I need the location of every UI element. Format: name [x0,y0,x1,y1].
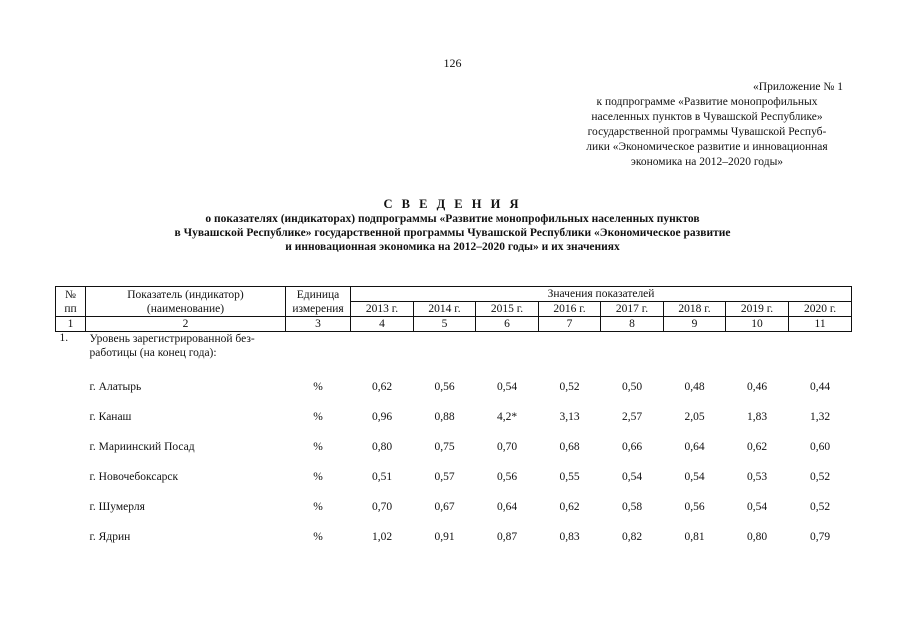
value-cell: 0,64 [684,441,705,453]
municipality-name: г. Шумерля [89,501,145,513]
value-cell: 0,52 [809,471,831,483]
table-row [56,372,852,402]
heading-title: С В Е Д Е Н И Я [383,197,522,211]
value-cell: 0,58 [621,501,643,513]
row-number-cell [56,432,86,462]
document-heading [0,196,905,254]
value-cell: 0,79 [809,531,831,543]
header-year: 2015 г. [476,302,539,317]
appendix-line: лики «Экономическое развитие и инновационная [586,141,828,153]
value-cell: 0,54 [684,471,705,483]
table-row [56,492,852,522]
value-cell: 0,53 [746,471,768,483]
header-year: 2016 г. [539,302,601,317]
value-cell: 0,80 [746,531,768,543]
column-number-row [56,317,852,332]
column-number: 4 [351,317,414,332]
value-cell: 0,57 [434,471,455,483]
table-row [56,462,852,492]
appendix-line: населенных пунктов в Чувашской Республике» [591,111,823,123]
value-cell: 0,64 [496,501,518,513]
header-number-line1: № [65,288,76,301]
value-cell: 0,52 [809,501,831,513]
row-number-cell [56,492,86,522]
section-number: 1. [59,332,69,344]
heading-subtitle-line: и инновационная экономика на 2012–2020 годы» и их значениях [285,241,620,253]
section-name-line2: работицы (на конец года): [89,347,217,359]
value-cell: 0,56 [496,471,518,483]
unit-cell: % [313,531,323,543]
section-name [86,332,286,373]
value-cell: 0,54 [621,471,643,483]
row-number-cell [56,372,86,402]
value-cell: 0,54 [496,381,518,393]
indicators-table [55,286,852,552]
value-cell: 0,62 [559,501,580,513]
value-cell: 0,54 [746,501,768,513]
value-cell: 3,13 [559,411,580,423]
value-cell: 0,81 [684,531,705,543]
header-year: 2017 г. [601,302,664,317]
column-number: 7 [539,317,601,332]
value-cell: 2,05 [684,411,705,423]
section-name-line1: Уровень зарегистрированной без- [89,333,255,345]
column-number: 10 [726,317,789,332]
value-cell: 0,67 [434,501,455,513]
value-cell: 0,75 [434,441,455,453]
value-cell: 0,80 [371,441,393,453]
appendix-line: экономика на 2012–2020 годы» [630,156,784,168]
header-year: 2019 г. [726,302,789,317]
section-empty [286,332,852,373]
header-number [56,287,86,317]
value-cell: 0,87 [496,531,518,543]
appendix-title: «Приложение № 1 [753,81,843,93]
header-indicator [86,287,286,317]
header-year: 2018 г. [664,302,726,317]
header-number-line2: пп [64,302,77,315]
header-indicator-line1: Показатель (индикатор) [127,288,244,301]
value-cell: 0,96 [371,411,393,423]
value-cell: 0,48 [684,381,705,393]
value-cell: 0,66 [621,441,643,453]
value-cell: 0,44 [809,381,831,393]
value-cell: 0,56 [434,381,455,393]
value-cell: 0,91 [434,531,455,543]
value-cell: 0,52 [559,381,580,393]
header-year: 2014 г. [414,302,476,317]
appendix-body [569,95,845,170]
row-number-cell [56,522,86,552]
column-number: 8 [601,317,664,332]
header-unit-line2: измерения [292,302,344,315]
heading-subtitle-line: в Чувашской Республике» государственной программы Чувашской Республики «Экономическое развитие [174,227,731,239]
value-cell: 4,2* [496,411,518,423]
municipality-name: г. Канаш [89,411,132,423]
value-cell: 0,55 [559,471,580,483]
value-cell: 1,32 [809,411,831,423]
value-cell: 0,70 [371,501,393,513]
column-number: 2 [86,317,286,332]
column-number: 1 [56,317,86,332]
value-cell: 0,46 [746,381,768,393]
column-number: 9 [664,317,726,332]
value-cell: 0,62 [371,381,393,393]
header-year: 2013 г. [351,302,414,317]
value-cell: 1,83 [746,411,768,423]
appendix-line: к подпрограмме «Развитие монопрофильных [596,96,818,108]
header-values-group: Значения показателей [351,287,852,302]
column-number: 5 [414,317,476,332]
table-row [56,522,852,552]
header-unit [286,287,351,317]
table-row [56,432,852,462]
header-year: 2020 г. [789,302,852,317]
value-cell: 0,62 [746,441,768,453]
value-cell: 1,02 [371,531,393,543]
header-unit-line1: Единица [296,288,340,301]
unit-cell: % [313,411,323,423]
row-number-cell [56,462,86,492]
value-cell: 0,68 [559,441,580,453]
header-indicator-line2: (наименование) [146,302,225,315]
table-row [56,402,852,432]
unit-cell: % [313,501,323,513]
row-number-cell [56,402,86,432]
value-cell: 0,50 [621,381,643,393]
section-row [56,332,852,373]
unit-cell: % [313,471,323,483]
municipality-name: г. Алатырь [89,381,142,393]
page-number: 126 [443,56,462,70]
value-cell: 0,83 [559,531,580,543]
column-number: 6 [476,317,539,332]
value-cell: 2,57 [621,411,643,423]
appendix-line: государственной программы Чувашской Респуб- [587,126,827,138]
column-number: 3 [286,317,351,332]
municipality-name: г. Ядрин [89,531,131,543]
value-cell: 0,56 [684,501,705,513]
column-number: 11 [789,317,852,332]
value-cell: 0,82 [621,531,643,543]
value-cell: 0,60 [809,441,831,453]
heading-subtitle-line: о показателях (индикаторах) подпрограммы «Развитие монопрофильных населенных пунктов [205,213,700,225]
unit-cell: % [313,441,323,453]
municipality-name: г. Мариинский Посад [89,441,195,453]
municipality-name: г. Новочебоксарск [89,471,179,483]
unit-cell: % [313,381,323,393]
value-cell: 0,51 [371,471,393,483]
value-cell: 0,88 [434,411,455,423]
value-cell: 0,70 [496,441,518,453]
appendix-note [569,80,845,170]
